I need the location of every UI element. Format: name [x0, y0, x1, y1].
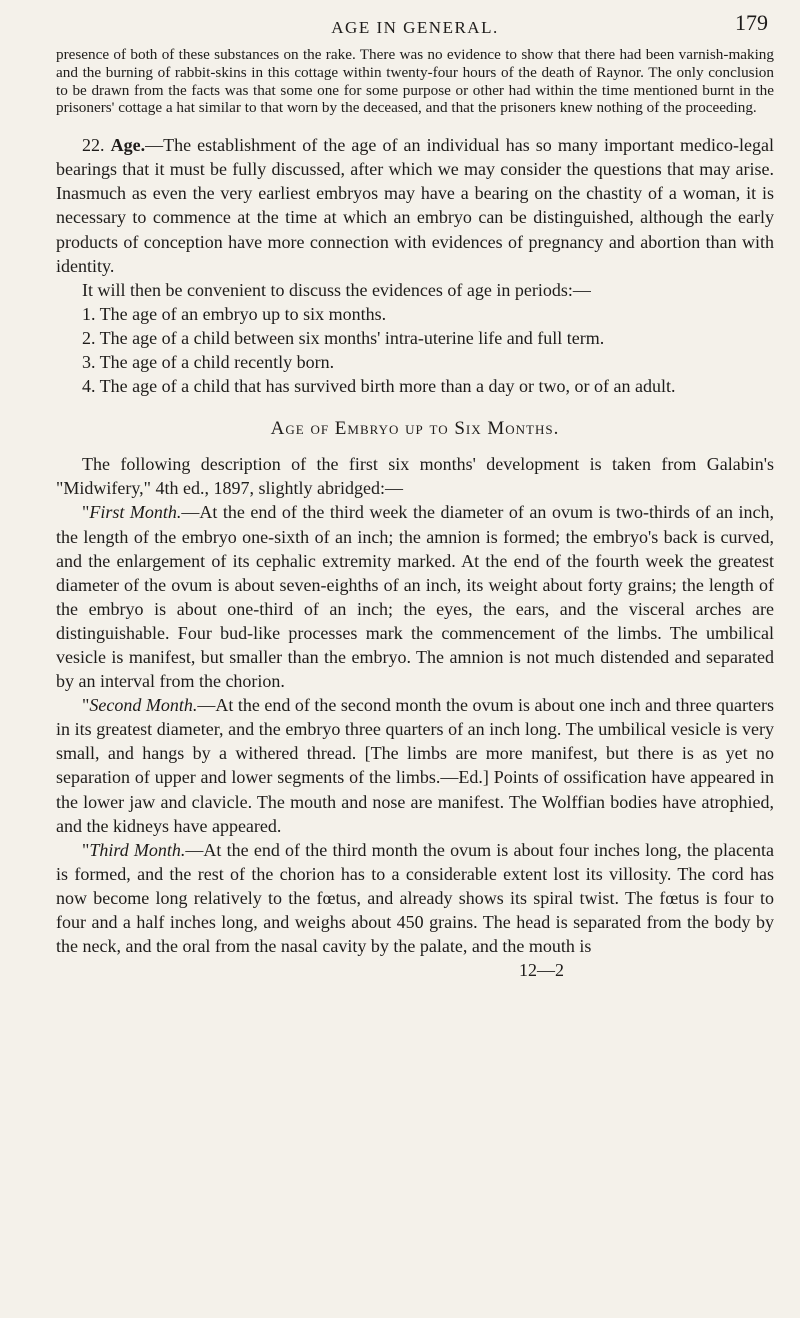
month-label: First Month.: [89, 502, 182, 523]
month-label: Third Month.: [89, 839, 186, 860]
month-paragraph-second: [56, 693, 774, 838]
section-title: Age.: [110, 135, 146, 156]
month-text: —At the end of the second month the ovum is about one inch and three quarters in its greatest diameter, and the embryo three quarters of an inch long. The umbilical vesicle is very small, and hangs by a withered thread. [The limbs are more manifest, but there is as yet no separation of upper and lower segments of the limbs.—Ed.] Points of ossification have appeared in the lower jaw and clavicle. The mouth and nose are manifest. The Wolffian bodies have atrophied, and the kidneys have appeared.: [56, 695, 774, 836]
signature-mark: 12—2: [519, 960, 564, 981]
month-paragraph-third: [56, 838, 774, 958]
open-quote: ": [82, 695, 90, 716]
period-item: 3. The age of a child recently born.: [82, 352, 335, 373]
section-22-paragraph: [56, 133, 774, 278]
period-item: 2. The age of a child between six months' intra-uterine life and full term.: [82, 327, 605, 348]
section-number: 22.: [82, 135, 105, 156]
month-paragraph-first: [56, 500, 774, 693]
month-label: Second Month.: [89, 695, 198, 716]
period-item: 4. The age of a child that has survived birth more than a day or two, or of an adult.: [82, 376, 676, 397]
open-quote: ": [82, 502, 90, 523]
period-item: 1. The age of an embryo up to six months.: [82, 303, 387, 324]
description-intro: The following description of the first six months' development is taken from Galabin's "Midwifery," 4th ed., 1897, slightly abridged:—: [56, 454, 774, 499]
month-text: —At the end of the third week the diameter of an ovum is two-thirds of an inch, the length of the embryo one-sixth of an inch; the amnion is formed; the embryo's back is curved, and the enlargement of its cephalic extremity marked. At the end of the fourth week the greatest diameter of the ovum is about seven-eighths of an inch, its weight about forty grains; the length of the embryo is about one-third of an inch; the eyes, the ears, and the visceral arches are distinguishable. Four bud-like processes mark the commencement of the limbs. The umbilical vesicle is manifest, but smaller than the embryo. The amnion is not much distended and separated by an interval from the chorion.: [56, 502, 774, 692]
section-heading: Age of Embryo up to Six Months.: [270, 418, 560, 440]
month-text: —At the end of the third month the ovum is about four inches long, the placenta is formed, and the rest of the chorion has to a considerable extent lost its villosity. The cord has now become long relatively to the fœtus, and already shows its spiral twist. The fœtus is four to four and a half inches long, and weighs about 450 grains. The head is separated from the body by the neck, and the oral from the nasal cavity by the palate, and the mouth is: [56, 839, 775, 957]
periods-intro: It will then be convenient to discuss the evidences of age in periods:—: [82, 279, 591, 300]
section-body: —The establishment of the age of an individual has so many important medico-legal bearings that it must be fully discussed, after which we may consider the questions that may arise. Inasmuch as even the very earliest embryos may have a bearing on the chastity of a woman, it is necessary to commence at the time at which an embryo can be distinguished, although the early products of conception have more connection with evidences of pregnancy and abortion than with identity.: [56, 135, 774, 276]
page-header: [56, 8, 774, 46]
running-head: AGE IN GENERAL.: [331, 18, 499, 37]
page-number: 179: [735, 10, 768, 35]
open-quote: ": [82, 839, 90, 860]
intro-paragraph: presence of both of these substances on the rake. There was no evidence to show that there had been varnish-making and the burning of rabbit-skins in this cottage within twenty-four hours of the death of Raynor. The only conclusion to be drawn from the facts was that some one for some purpose or other had within the time mentioned burnt in the prisoners' cottage a hat similar to that worn by the deceased, and that the prisoners knew nothing of the proceeding.: [56, 46, 774, 117]
